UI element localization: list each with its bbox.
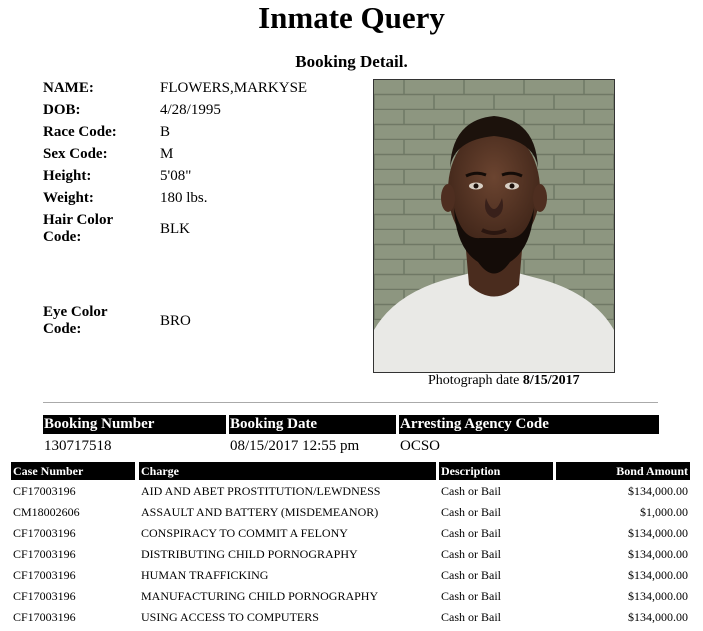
eye-label-line2: Code:	[43, 321, 82, 337]
dob-label: DOB:	[43, 102, 81, 118]
height-label: Height:	[43, 168, 92, 184]
bond-amount-cell: $134,000.00	[628, 589, 688, 603]
arresting-agency-value: OCSO	[400, 438, 441, 454]
case-number-cell: CF17003196	[13, 589, 76, 603]
photo-date: 8/15/2017	[522, 373, 580, 388]
bond-amount-cell: $134,000.00	[628, 547, 688, 561]
photo-caption-label: Photograph date	[428, 373, 520, 388]
eye-value: BRO	[160, 313, 191, 329]
charge-cell: AID AND ABET PROSTITUTION/LEWDNESS	[141, 484, 381, 498]
sex-value: M	[160, 146, 174, 162]
page-title: Inmate Query	[258, 0, 445, 35]
case-number-cell: CF17003196	[13, 568, 76, 582]
race-label: Race Code:	[43, 124, 117, 140]
bond-amount-cell: $1,000.00	[640, 505, 688, 519]
bond-amount-cell: $134,000.00	[628, 526, 688, 540]
charge-header: Charge	[139, 462, 436, 480]
charge-cell: MANUFACTURING CHILD PORNOGRAPHY	[141, 589, 379, 603]
description-cell: Cash or Bail	[441, 568, 501, 582]
description-cell: Cash or Bail	[441, 610, 501, 624]
name-value: FLOWERS,MARKYSE	[160, 80, 308, 96]
case-number-cell: CF17003196	[13, 484, 76, 498]
bond-amount-cell: $134,000.00	[628, 610, 688, 624]
description-header: Description	[439, 462, 553, 480]
eye-label-line1: Eye Color	[43, 304, 108, 320]
page-subtitle: Booking Detail.	[295, 52, 408, 71]
race-value: B	[160, 124, 171, 140]
hair-value: BLK	[160, 221, 190, 237]
case-number-cell: CF17003196	[13, 547, 76, 561]
charge-cell: HUMAN TRAFFICKING	[141, 568, 269, 582]
description-cell: Cash or Bail	[441, 547, 501, 561]
booking-date-header: Booking Date	[229, 415, 396, 434]
description-cell: Cash or Bail	[441, 526, 501, 540]
description-cell: Cash or Bail	[441, 484, 501, 498]
hair-label-line2: Code:	[43, 229, 82, 245]
case-number-header: Case Number	[11, 462, 135, 480]
case-number-cell: CF17003196	[13, 610, 76, 624]
sex-label: Sex Code:	[43, 146, 108, 162]
bond-amount-cell: $134,000.00	[628, 484, 688, 498]
booking-number-header: Booking Number	[43, 415, 226, 434]
booking-date-value: 08/15/2017 12:55 pm	[230, 438, 360, 454]
hair-label-line1: Hair Color	[43, 212, 114, 228]
inmate-photo	[373, 79, 615, 373]
charge-cell: ASSAULT AND BATTERY (MISDEMEANOR)	[141, 505, 379, 519]
charge-cell: USING ACCESS TO COMPUTERS	[141, 610, 319, 624]
weight-label: Weight:	[43, 190, 94, 206]
description-cell: Cash or Bail	[441, 589, 501, 603]
arresting-agency-header: Arresting Agency Code	[399, 415, 659, 434]
name-label: NAME:	[43, 80, 94, 96]
weight-value: 180 lbs.	[160, 190, 208, 206]
height-value: 5'08"	[160, 168, 192, 184]
photo-caption	[428, 373, 580, 389]
bond-amount-cell: $134,000.00	[628, 568, 688, 582]
section-divider	[43, 402, 658, 403]
description-cell: Cash or Bail	[441, 505, 501, 519]
eye-label	[43, 304, 108, 338]
mugshot-image	[374, 80, 614, 372]
case-number-cell: CM18002606	[13, 505, 80, 519]
case-number-cell: CF17003196	[13, 526, 76, 540]
charge-cell: CONSPIRACY TO COMMIT A FELONY	[141, 526, 348, 540]
dob-value: 4/28/1995	[160, 102, 221, 118]
bond-amount-header: Bond Amount	[556, 462, 690, 480]
booking-number-value: 130717518	[44, 438, 112, 454]
charge-cell: DISTRIBUTING CHILD PORNOGRAPHY	[141, 547, 358, 561]
hair-label	[43, 212, 113, 246]
